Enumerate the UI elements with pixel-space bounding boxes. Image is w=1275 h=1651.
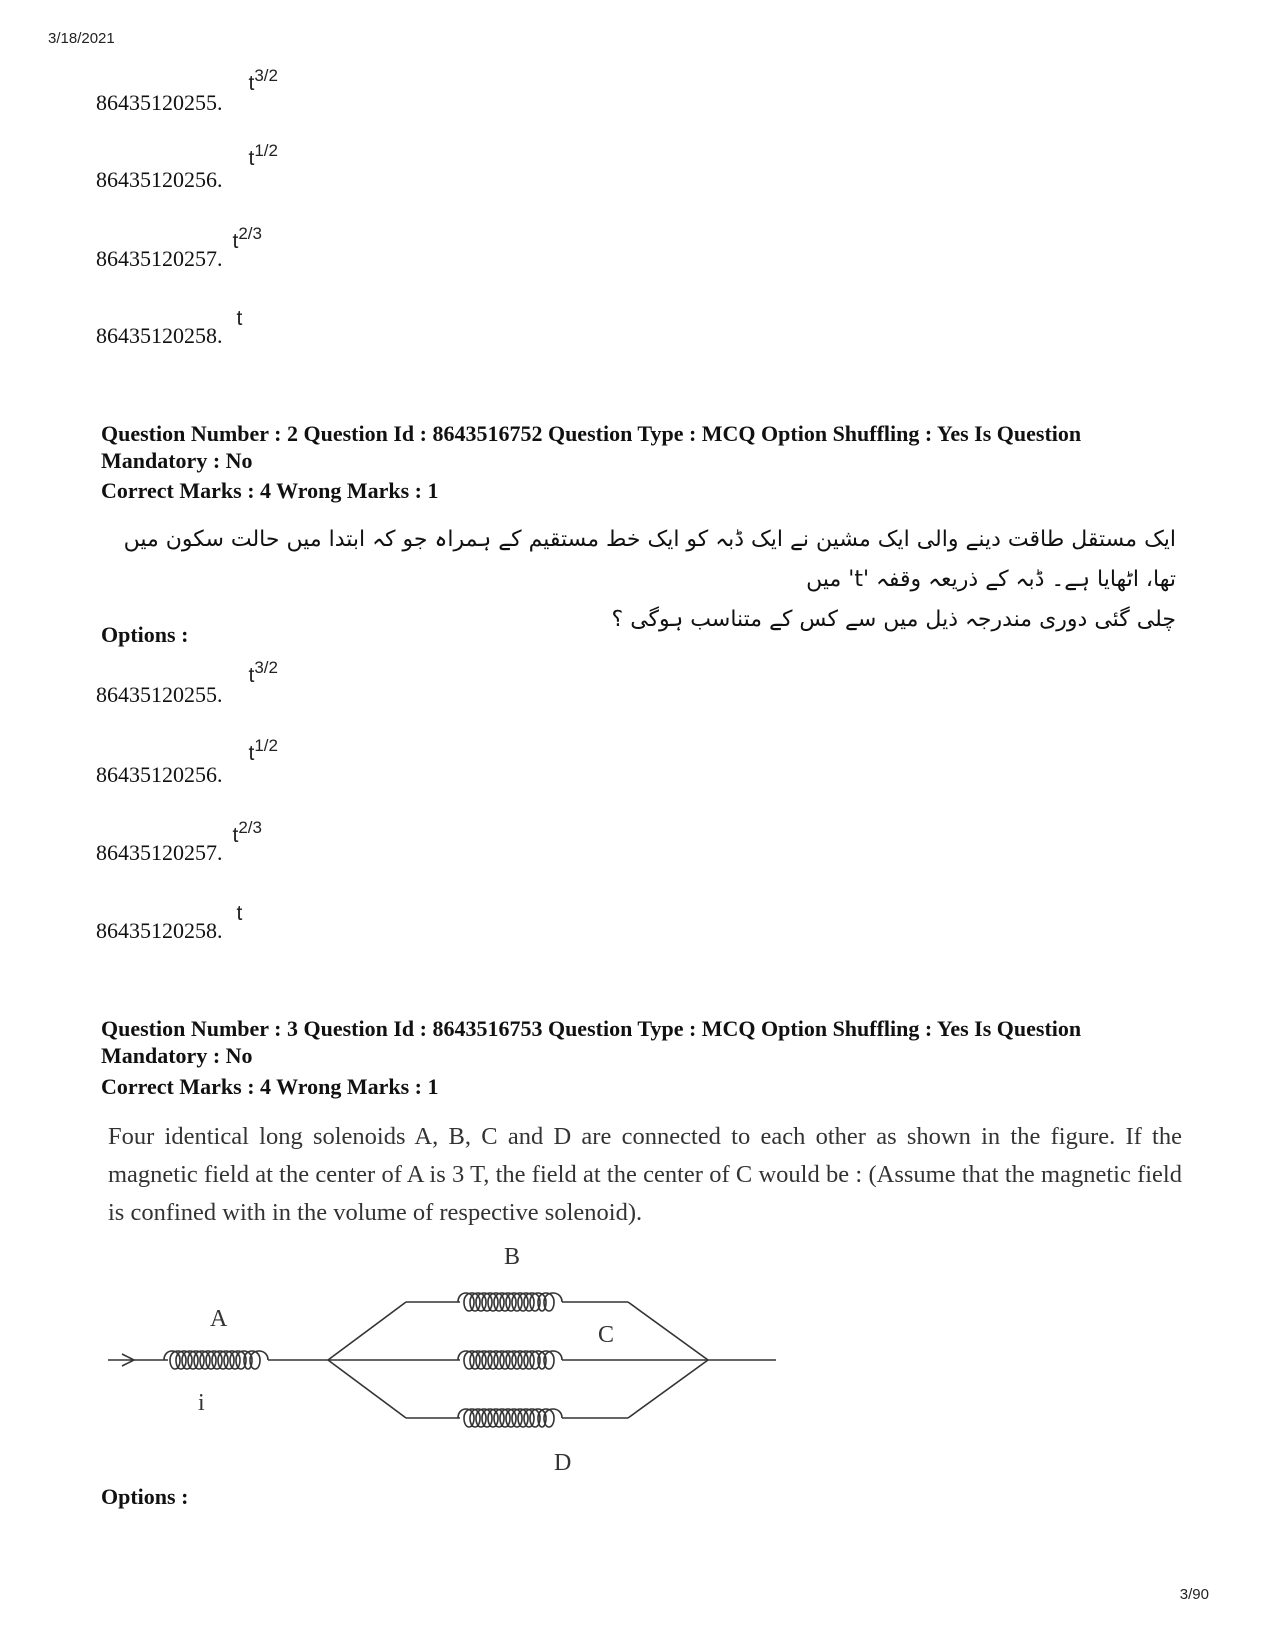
label-d: D: [554, 1450, 572, 1476]
q2-option-4: [96, 900, 243, 943]
question-3-marks: Correct Marks : 4 Wrong Marks : 1: [101, 1074, 439, 1099]
question-3-header: Question Number : 3 Question Id : 8643516753 Question Type : MCQ Option Shuffling : Yes Is Question Mandatory : No: [101, 1016, 1082, 1068]
question-2-text: [96, 520, 1176, 640]
question-3-text: Four identical long solenoids A, B, C and D are connected to each other as shown in the figure. If the magnetic field at the center of A is 3 T, the field at the center of C would be : (Assume that the magnetic field is confined with in the volume of respective solenoid).: [108, 1123, 1182, 1226]
option-id: 86435120257.: [96, 246, 223, 271]
option-value: $t^{1/2}$: [248, 141, 278, 170]
option-id: 86435120255.: [96, 90, 223, 115]
question-2-text-line-2: چلی گئی دوری مندرجہ ذیل میں سے کس کے متناسب ہوگی ؟: [611, 607, 1176, 632]
solenoid-b: [458, 1293, 562, 1311]
label-c: C: [598, 1322, 615, 1348]
prev-option-4: [96, 305, 243, 348]
solenoid-a: [164, 1351, 268, 1369]
label-b: B: [504, 1244, 521, 1270]
question-3-options-label: Options :: [101, 1484, 189, 1509]
option-value: $t^{2/3}$: [232, 224, 262, 253]
solenoid-c: [458, 1351, 562, 1369]
option-value: $t^{3/2}$: [248, 658, 278, 687]
option-value: $t^{3/2}$: [248, 66, 278, 95]
option-id: 86435120257.: [96, 840, 223, 865]
question-2-text-line-1: ایک مستقل طاقت دینے والی ایک مشین نے ایک ڈبہ کو ایک خط مستقیم کے ہمراہ جو کہ ابتدا میں حالت سکون میں تھا، اٹھایا ہے۔ ڈبہ کے ذریعہ وقفہ 't' میں: [123, 527, 1176, 592]
solenoid-circuit-diagram: [108, 1240, 788, 1490]
option-value: $t^{1/2}$: [248, 736, 278, 765]
option-id: 86435120258.: [96, 323, 223, 348]
label-current-i: i: [198, 1390, 205, 1416]
option-value: $t^{2/3}$: [232, 818, 262, 847]
option-id: 86435120256.: [96, 762, 223, 787]
prev-option-1: [96, 66, 278, 115]
q2-option-2: [96, 736, 278, 787]
page-number: 3/90: [1179, 1586, 1209, 1603]
solenoid-d: [458, 1409, 562, 1427]
prev-option-2: [96, 141, 278, 192]
label-a: A: [210, 1306, 228, 1332]
print-date: 3/18/2021: [48, 30, 115, 47]
q2-option-1: [96, 658, 278, 707]
option-value: t: [236, 902, 243, 925]
question-2-marks: Correct Marks : 4 Wrong Marks : 1: [101, 478, 439, 503]
option-value: t: [236, 307, 243, 330]
prev-option-3: [96, 224, 262, 271]
option-id: 86435120256.: [96, 167, 223, 192]
q2-option-3: [96, 818, 262, 865]
question-2-options-label: Options :: [101, 622, 189, 647]
question-2-header: Question Number : 2 Question Id : 8643516752 Question Type : MCQ Option Shuffling : Yes Is Question Mandatory : No: [101, 421, 1082, 473]
option-id: 86435120255.: [96, 682, 223, 707]
option-id: 86435120258.: [96, 918, 223, 943]
